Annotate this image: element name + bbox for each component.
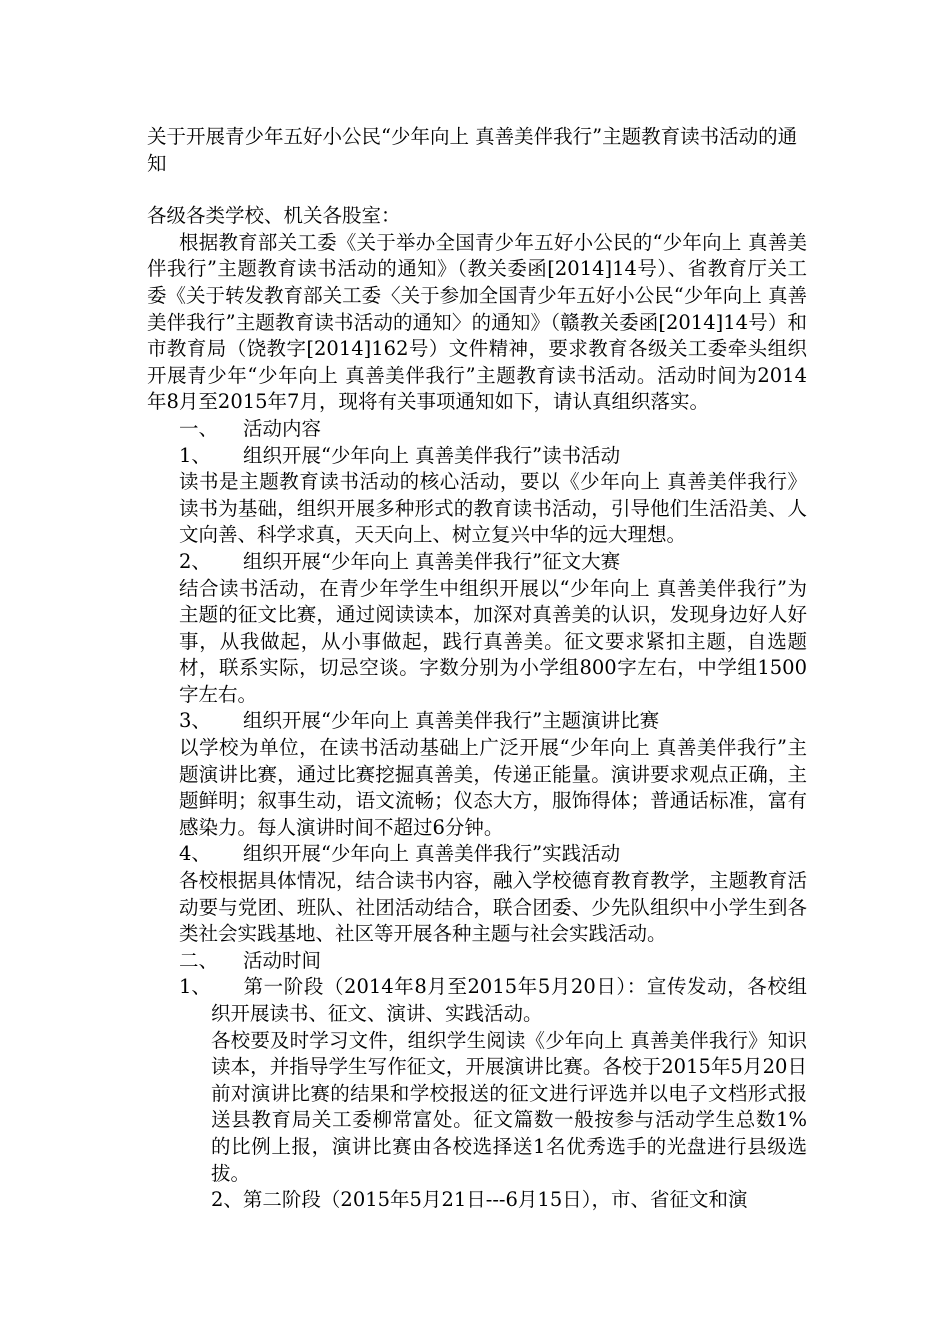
item-2-heading [147, 549, 807, 576]
stage-1-body: 各校要及时学习文件，组织学生阅读《少年向上 真善美伴我行》知识读本，并指导学生写作征文，开展演讲比赛。各校于2015年5月20日前对演讲比赛的结果和学校报送的征文进行评选并以电子文档形式报送县教育局关工委柳常富处。征文篇数一般按参与活动学生总数1%的比例上报，演讲比赛由各校选择送1名优秀选手的光盘进行县级选拔。 [211, 1028, 807, 1185]
item-number: 4、 [179, 842, 211, 866]
document-page [147, 124, 807, 1214]
section-title: 活动内容 [243, 416, 322, 440]
stage-number: 1、 [179, 975, 211, 999]
stage-2-heading: 2、第二阶段（2015年5月21日---6月15日），市、省征文和演 [211, 1188, 748, 1212]
item-title: 组织开展“少年向上 真善美伴我行”读书活动 [243, 443, 621, 467]
section-2-heading [147, 948, 807, 975]
intro-paragraph: 根据教育部关工委《关于举办全国青少年五好小公民的“少年向上 真善美伴我行”主题教育读书活动的通知》（教关委函[2014]14号）、省教育厅关工委《关于转发教育部关工委〈关于参加全国青少年五好小公民“少年向上 真善美伴我行”主题教育读书活动的通知〉的通知》（赣教关委函[2014]14号）和市教育局（饶教字[2014]162号）文件精神，要求教育各级关工委牵头组织开展青少年“少年向上 真善美伴我行”主题教育读书活动。活动时间为2014年8月至2015年7月，现将有关事项通知如下，请认真组织落实。 [147, 230, 807, 414]
section-1-heading [147, 416, 807, 443]
item-number: 1、 [179, 443, 211, 467]
section-title: 活动时间 [243, 948, 322, 972]
item-title: 组织开展“少年向上 真善美伴我行”征文大赛 [243, 549, 621, 573]
item-title: 组织开展“少年向上 真善美伴我行”实践活动 [243, 842, 621, 866]
item-4-heading [147, 841, 807, 868]
spacer [147, 177, 807, 203]
item-number: 2、 [179, 549, 211, 573]
item-3-heading [147, 708, 807, 735]
item-title: 组织开展“少年向上 真善美伴我行”主题演讲比赛 [243, 709, 660, 733]
item-2-body: 结合读书活动，在青少年学生中组织开展以“少年向上 真善美伴我行”为主题的征文比赛，通过阅读读本，加深对真善美的认识，发现身边好人好事，从我做起，从小事做起，践行真善美。征文要求紧扣主题，自选题材，联系实际，切忌空谈。字数分别为小学组800字左右，中学组1500字左右。 [179, 576, 807, 706]
item-4-body: 各校根据具体情况，结合读书内容，融入学校德育教育教学，主题教育活动要与党团、班队、社团活动结合，联合团委、少先队组织中小学生到各类社会实践基地、社区等开展各种主题与社会实践活动。 [179, 869, 807, 946]
document-title: 关于开展青少年五好小公民“少年向上 真善美伴我行”主题教育读书活动的通知 [147, 125, 798, 175]
item-1-body: 读书是主题教育读书活动的核心活动，要以《少年向上 真善美伴我行》读书为基础，组织开展多种形式的教育读书活动，引导他们生活沿美、人文向善、科学求真，天天向上、树立复兴中华的远大理想。 [179, 470, 807, 547]
item-number: 3、 [179, 709, 211, 733]
section-number: 二、 [179, 948, 219, 972]
item-1-heading [147, 443, 807, 470]
stage-title: 第一阶段（2014年8月至2015年5月20日）：宣传发动，各校组织开展读书、征文、演讲、实践活动。 [211, 975, 807, 1025]
stage-1-heading [147, 974, 807, 1027]
section-number: 一、 [179, 416, 219, 440]
salutation: 各级各类学校、机关各股室： [147, 204, 401, 228]
item-3-body: 以学校为单位，在读书活动基础上广泛开展“少年向上 真善美伴我行”主题演讲比赛，通过比赛挖掘真善美，传递正能量。演讲要求观点正确，主题鲜明；叙事生动，语文流畅；仪态大方，服饰得体；普通话标准，富有感染力。每人演讲时间不超过6分钟。 [179, 736, 807, 839]
